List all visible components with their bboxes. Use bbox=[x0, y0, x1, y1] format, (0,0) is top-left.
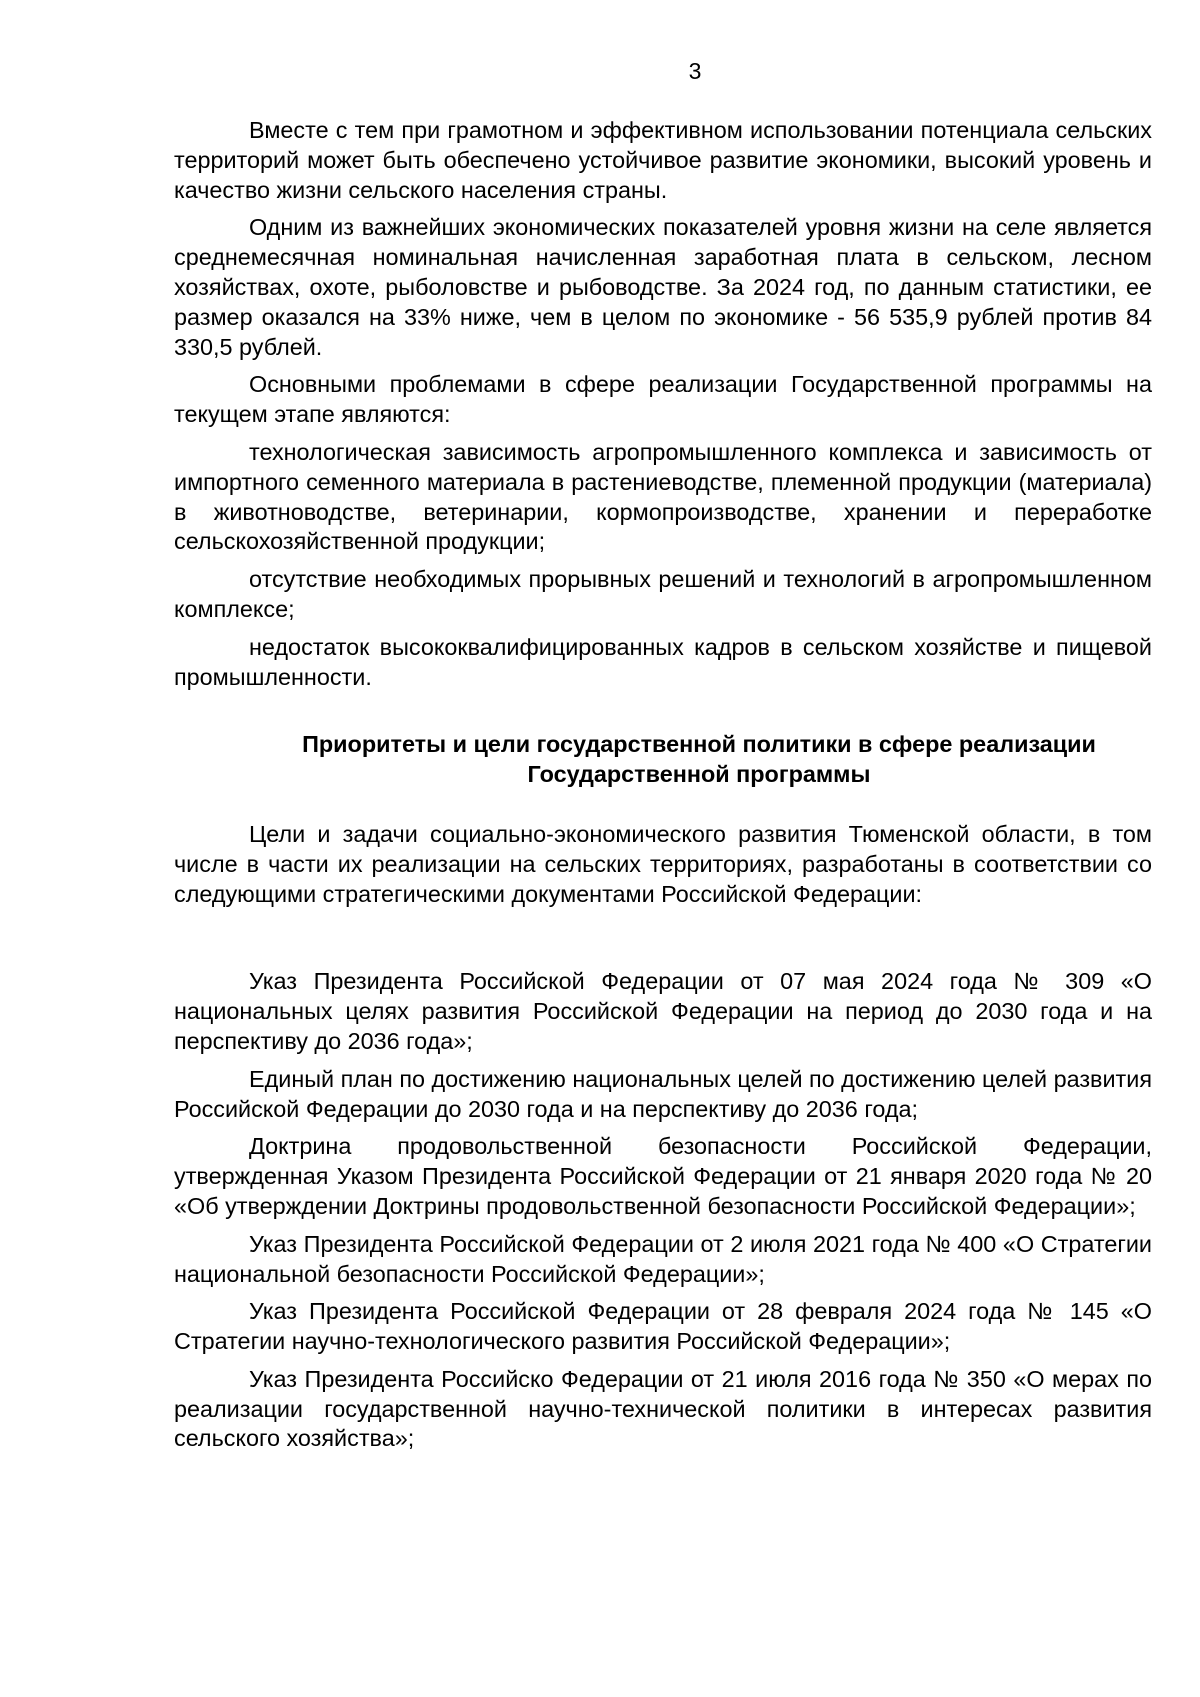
page-content bbox=[174, 116, 1152, 1462]
section-heading-line2: Государственной программы bbox=[527, 761, 871, 788]
section-heading-line1: Приоритеты и цели государственной политики в сфере реализации bbox=[302, 731, 1096, 758]
document-item: Указ Президента Российской Федерации от 28 февраля 2024 года № 145 «О Стратегии научно-технологического развития Российской Федерации»; bbox=[174, 1298, 1152, 1355]
page-number: 3 bbox=[688, 58, 702, 84]
paragraph-wages: Одним из важнейших экономических показателей уровня жизни на селе является среднемесячная номинальная начисленная заработная плата в сельском, лесном хозяйствах, охоте, рыболовстве и рыбоводстве. За 2024 год, по данным статистики, ее размер оказался на 33% ниже, чем в целом по экономике - 56 535,9 рублей против 84 330,5 рублей. bbox=[174, 214, 1152, 360]
paragraph-goals-intro: Цели и задачи социально-экономического развития Тюменской области, в том числе в части их реализации на сельских территориях, разработаны в соответствии со следующими стратегическими документами Российской Федерации: bbox=[174, 820, 1152, 907]
problem-item-personnel: недостаток высококвалифицированных кадров в сельском хозяйстве и пищевой промышленности. bbox=[174, 633, 1152, 690]
document-item: Указ Президента Российской Федерации от 2 июля 2021 года № 400 «О Стратегии национальной безопасности Российской Федерации»; bbox=[174, 1230, 1152, 1287]
section-heading bbox=[174, 730, 1152, 790]
document-item: Доктрина продовольственной безопасности Российской Федерации, утвержденная Указом Президента Российской Федерации от 21 января 2020 года № 20 «Об утверждении Доктрины продовольственной безопасности Российской Федерации»; bbox=[174, 1133, 1152, 1219]
problem-item-solutions: отсутствие необходимых прорывных решений и технологий в агропромышленном комплексе; bbox=[174, 566, 1152, 622]
spacer bbox=[174, 917, 1152, 967]
document-item: Единый план по достижению национальных целей по достижению целей развития Российской Федерации до 2030 года и на перспективу до 2036 года; bbox=[174, 1065, 1152, 1122]
document-item: Указ Президента Российско Федерации от 21 июля 2016 года № 350 «О мерах по реализации государственной научно-технической политики в интересах развития сельского хозяйства»; bbox=[174, 1365, 1152, 1452]
problem-item-technology: технологическая зависимость агропромышленного комплекса и зависимость от импортного семенного материала в растениеводстве, племенной продукции (материала) в животноводстве, ветеринарии, кормопроизводстве, хранении и переработке сельскохозяйственной продукции; bbox=[174, 438, 1152, 555]
paragraph-potential: Вместе с тем при грамотном и эффективном использовании потенциала сельских территорий может быть обеспечено устойчивое развитие экономики, высокий уровень и качество жизни сельского населения страны. bbox=[174, 117, 1152, 203]
document-item: Указ Президента Российской Федерации от 07 мая 2024 года № 309 «О национальных целях развития Российской Федерации на период до 2030 года и на перспективу до 2036 года»; bbox=[174, 968, 1152, 1054]
paragraph-problems-intro: Основными проблемами в сфере реализации Государственной программы на текущем этапе являются: bbox=[174, 371, 1152, 428]
